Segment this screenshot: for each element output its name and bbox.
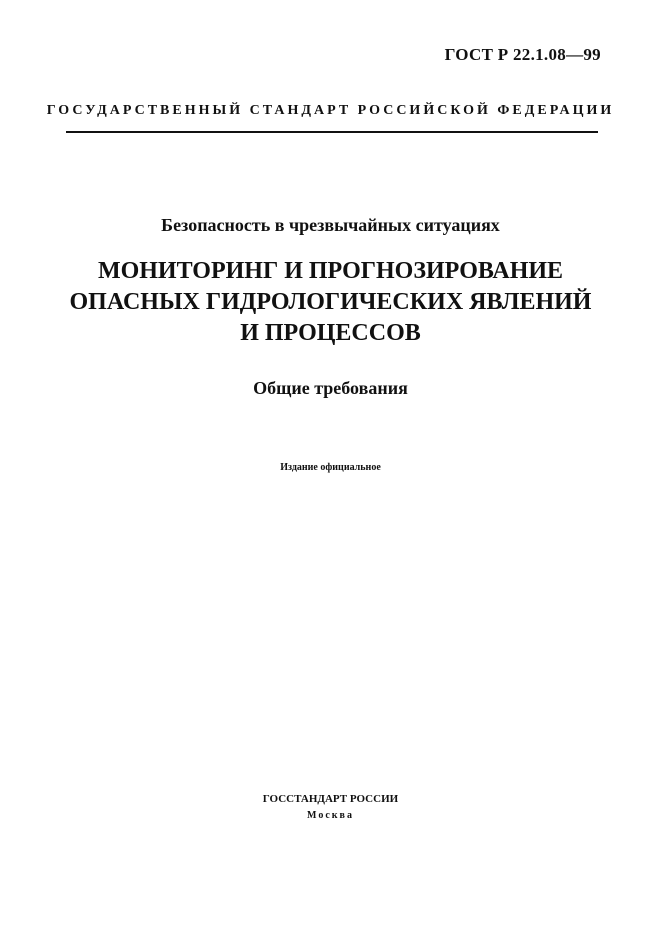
main-title: [0, 256, 661, 349]
series-title: Безопасность в чрезвычайных ситуациях: [161, 215, 500, 235]
publisher-city: Москва: [307, 810, 354, 821]
main-title-line: И ПРОЦЕССОВ: [240, 320, 421, 346]
header-divider: [66, 131, 598, 133]
main-title-line: МОНИТОРИНГ И ПРОГНОЗИРОВАНИЕ: [97, 258, 564, 284]
publisher-name: ГОССТАНДАРТ РОССИИ: [262, 793, 399, 805]
edition-note: Издание официальное: [280, 462, 381, 473]
subtitle: Общие требования: [253, 378, 408, 398]
main-title-line: ОПАСНЫХ ГИДРОЛОГИЧЕСКИХ ЯВЛЕНИЙ: [69, 289, 592, 315]
document-number: ГОСТ Р 22.1.08—99: [444, 45, 601, 64]
standard-header-title: ГОСУДАРСТВЕННЫЙ СТАНДАРТ РОССИЙСКОЙ ФЕДЕРАЦИИ: [46, 103, 615, 118]
